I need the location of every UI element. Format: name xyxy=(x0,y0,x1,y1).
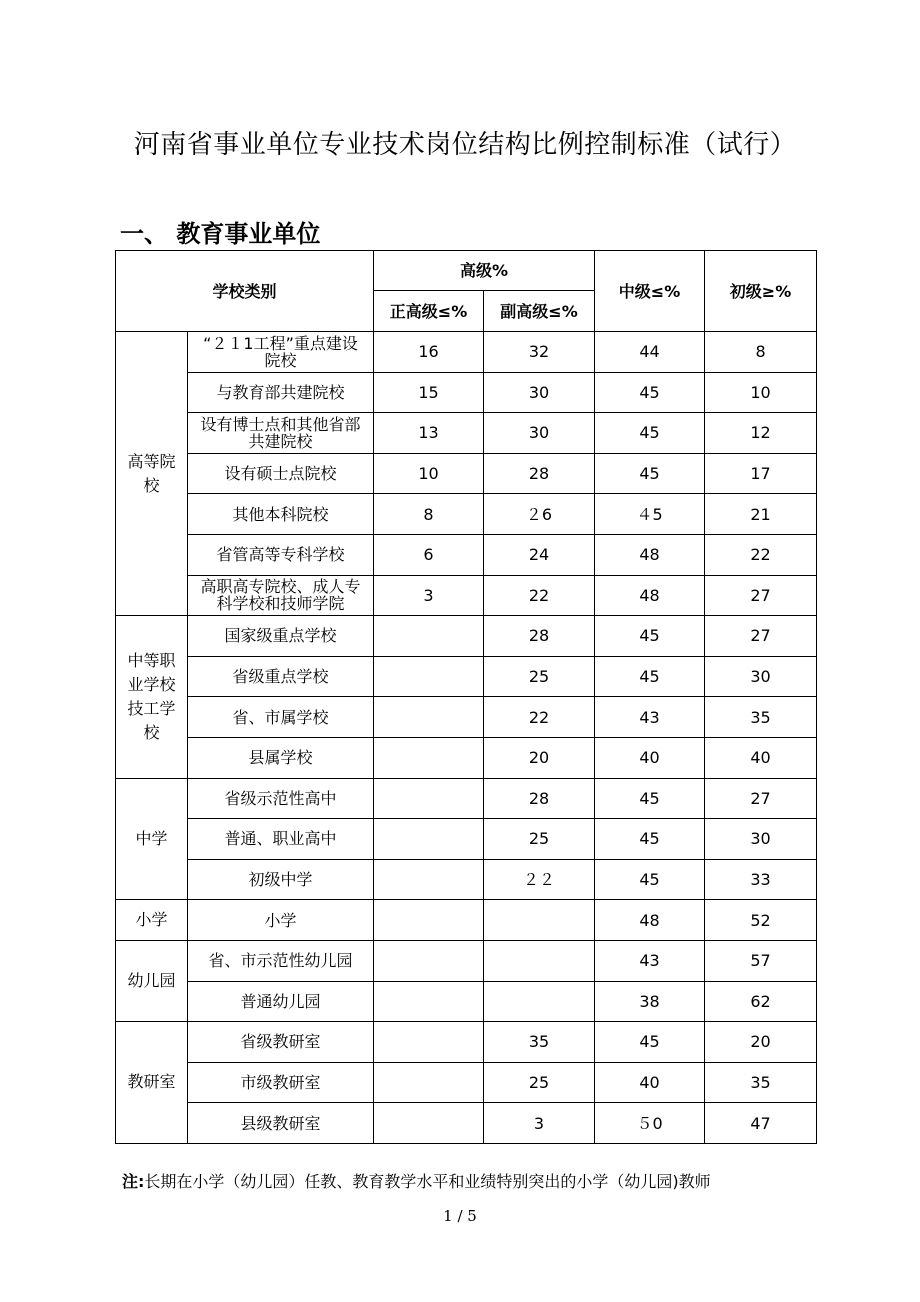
table-row xyxy=(116,1022,817,1063)
intermediate-cell: 45 xyxy=(595,656,705,697)
school-type-cell: 其他本科院校 xyxy=(188,494,374,535)
junior-cell: 30 xyxy=(705,819,817,860)
junior-cell: 21 xyxy=(705,494,817,535)
junior-cell: 30 xyxy=(705,656,817,697)
junior-cell: 35 xyxy=(705,697,817,738)
intermediate-cell: 48 xyxy=(595,534,705,575)
senior-deputy-cell: ２6 xyxy=(484,494,595,535)
senior-full-cell xyxy=(374,940,484,981)
school-type-cell: 国家级重点学校 xyxy=(188,616,374,657)
intermediate-cell: 45 xyxy=(595,1022,705,1063)
school-type-cell: 省管高等专科学校 xyxy=(188,534,374,575)
school-type-cell: 县级教研室 xyxy=(188,1103,374,1144)
intermediate-cell: 44 xyxy=(595,332,705,373)
category-group-cell: 小学 xyxy=(116,900,188,941)
intermediate-cell: 40 xyxy=(595,737,705,778)
school-type-cell: 高职高专院校、成人专科学校和技师学院 xyxy=(188,575,374,616)
junior-cell: 10 xyxy=(705,372,817,413)
intermediate-cell: 40 xyxy=(595,1062,705,1103)
senior-full-cell xyxy=(374,900,484,941)
senior-deputy-cell: 28 xyxy=(484,616,595,657)
header-senior-full: 正高级≤% xyxy=(374,291,484,332)
header-school-category: 学校类别 xyxy=(116,251,374,332)
table-row xyxy=(116,534,817,575)
intermediate-cell: 43 xyxy=(595,697,705,738)
senior-full-cell xyxy=(374,1103,484,1144)
table-row xyxy=(116,1103,817,1144)
senior-deputy-cell: 28 xyxy=(484,453,595,494)
header-senior-deputy: 副高级≤% xyxy=(484,291,595,332)
school-type-cell: 小学 xyxy=(188,900,374,941)
school-type-cell: 普通、职业高中 xyxy=(188,819,374,860)
table-row xyxy=(116,900,817,941)
school-type-cell: 县属学校 xyxy=(188,737,374,778)
senior-deputy-cell: ２２ xyxy=(484,859,595,900)
senior-full-cell: 16 xyxy=(374,332,484,373)
header-intermediate: 中级≤% xyxy=(595,251,705,332)
junior-cell: 22 xyxy=(705,534,817,575)
senior-deputy-cell: 24 xyxy=(484,534,595,575)
intermediate-cell: 45 xyxy=(595,372,705,413)
table-row xyxy=(116,737,817,778)
school-type-cell: 省、市示范性幼儿园 xyxy=(188,940,374,981)
table-row xyxy=(116,697,817,738)
intermediate-cell: 45 xyxy=(595,453,705,494)
ratio-table xyxy=(115,250,817,1144)
school-type-cell: 设有硕士点院校 xyxy=(188,453,374,494)
junior-cell: 27 xyxy=(705,778,817,819)
senior-full-cell: 6 xyxy=(374,534,484,575)
senior-full-cell xyxy=(374,1022,484,1063)
table-row xyxy=(116,332,817,373)
senior-full-cell xyxy=(374,1062,484,1103)
senior-deputy-cell: 25 xyxy=(484,819,595,860)
table-row xyxy=(116,413,817,454)
school-type-cell: 初级中学 xyxy=(188,859,374,900)
section-heading: 一、 教育事业单位 xyxy=(120,220,321,248)
table-row xyxy=(116,453,817,494)
document-title: 河南省事业单位专业技术岗位结构比例控制标准（试行） xyxy=(133,130,797,160)
table-row xyxy=(116,616,817,657)
category-group-cell: 中学 xyxy=(116,778,188,900)
table-row xyxy=(116,494,817,535)
header-senior: 高级% xyxy=(374,251,595,291)
category-group-cell: 教研室 xyxy=(116,1022,188,1144)
intermediate-cell: ５0 xyxy=(595,1103,705,1144)
senior-full-cell xyxy=(374,981,484,1022)
footnote-label: 注: xyxy=(122,1172,145,1191)
intermediate-cell: 45 xyxy=(595,859,705,900)
senior-full-cell xyxy=(374,697,484,738)
junior-cell: 62 xyxy=(705,981,817,1022)
junior-cell: 8 xyxy=(705,332,817,373)
school-type-cell: 与教育部共建院校 xyxy=(188,372,374,413)
junior-cell: 17 xyxy=(705,453,817,494)
table-row xyxy=(116,372,817,413)
category-group-cell: 幼儿园 xyxy=(116,940,188,1021)
intermediate-cell: 45 xyxy=(595,616,705,657)
intermediate-cell: 45 xyxy=(595,413,705,454)
junior-cell: 40 xyxy=(705,737,817,778)
intermediate-cell: 38 xyxy=(595,981,705,1022)
table-row xyxy=(116,981,817,1022)
senior-full-cell: 8 xyxy=(374,494,484,535)
senior-full-cell xyxy=(374,656,484,697)
senior-deputy-cell: 32 xyxy=(484,332,595,373)
page-indicator: 1 / 5 xyxy=(443,1207,477,1225)
table-row xyxy=(116,859,817,900)
intermediate-cell: 45 xyxy=(595,778,705,819)
senior-full-cell xyxy=(374,737,484,778)
school-type-cell: 省级教研室 xyxy=(188,1022,374,1063)
senior-full-cell: 3 xyxy=(374,575,484,616)
table-row xyxy=(116,819,817,860)
table-body xyxy=(116,332,817,1144)
intermediate-cell: 45 xyxy=(595,819,705,860)
senior-deputy-cell: 30 xyxy=(484,413,595,454)
school-type-cell: 市级教研室 xyxy=(188,1062,374,1103)
junior-cell: 20 xyxy=(705,1022,817,1063)
senior-deputy-cell: 25 xyxy=(484,1062,595,1103)
senior-deputy-cell: 28 xyxy=(484,778,595,819)
senior-deputy-cell: 20 xyxy=(484,737,595,778)
school-type-cell: 普通幼儿园 xyxy=(188,981,374,1022)
junior-cell: 27 xyxy=(705,616,817,657)
senior-full-cell xyxy=(374,819,484,860)
table-row xyxy=(116,1062,817,1103)
school-type-cell: “２１1工程”重点建设院校 xyxy=(188,332,374,373)
table-row xyxy=(116,778,817,819)
category-group-cell: 高等院校 xyxy=(116,332,188,616)
intermediate-cell: 48 xyxy=(595,575,705,616)
intermediate-cell: 43 xyxy=(595,940,705,981)
senior-deputy-cell xyxy=(484,981,595,1022)
junior-cell: 47 xyxy=(705,1103,817,1144)
school-type-cell: 省级示范性高中 xyxy=(188,778,374,819)
junior-cell: 33 xyxy=(705,859,817,900)
intermediate-cell: ４5 xyxy=(595,494,705,535)
table-row xyxy=(116,656,817,697)
footnote-text: 长期在小学（幼儿园）任教、教育教学水平和业绩特别突出的小学（幼儿园)教师 xyxy=(144,1172,711,1191)
junior-cell: 57 xyxy=(705,940,817,981)
senior-full-cell xyxy=(374,778,484,819)
senior-full-cell: 10 xyxy=(374,453,484,494)
senior-deputy-cell: 22 xyxy=(484,697,595,738)
senior-deputy-cell: 25 xyxy=(484,656,595,697)
senior-full-cell: 15 xyxy=(374,372,484,413)
senior-deputy-cell xyxy=(484,900,595,941)
senior-full-cell xyxy=(374,859,484,900)
junior-cell: 35 xyxy=(705,1062,817,1103)
senior-deputy-cell: 35 xyxy=(484,1022,595,1063)
school-type-cell: 省级重点学校 xyxy=(188,656,374,697)
table-row xyxy=(116,575,817,616)
footnote xyxy=(122,1170,822,1194)
category-group-cell: 中等职业学校技工学校 xyxy=(116,616,188,778)
junior-cell: 27 xyxy=(705,575,817,616)
senior-deputy-cell: 22 xyxy=(484,575,595,616)
senior-deputy-cell: 3 xyxy=(484,1103,595,1144)
senior-deputy-cell: 30 xyxy=(484,372,595,413)
senior-deputy-cell xyxy=(484,940,595,981)
intermediate-cell: 48 xyxy=(595,900,705,941)
school-type-cell: 省、市属学校 xyxy=(188,697,374,738)
table-row xyxy=(116,940,817,981)
senior-full-cell: 13 xyxy=(374,413,484,454)
school-type-cell: 设有博士点和其他省部共建院校 xyxy=(188,413,374,454)
junior-cell: 52 xyxy=(705,900,817,941)
senior-full-cell xyxy=(374,616,484,657)
junior-cell: 12 xyxy=(705,413,817,454)
header-junior: 初级≥% xyxy=(705,251,817,332)
